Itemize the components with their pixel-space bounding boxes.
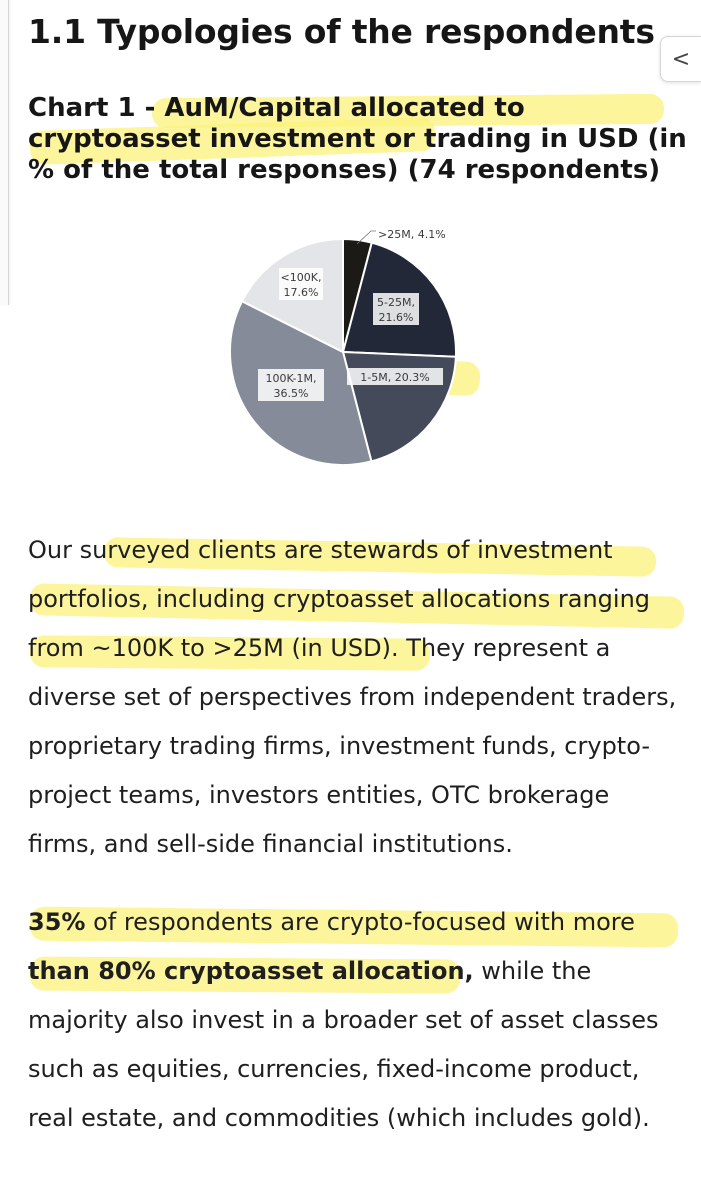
section-title: 1.1 Typologies of the respondents — [28, 12, 655, 51]
pie-label-5-25m-text: 5-25M, — [377, 296, 415, 309]
pie-label-gt25m: >25M, 4.1% — [378, 228, 446, 241]
paragraph-text: of respondents are crypto-focused with more — [85, 908, 635, 936]
pie-label-1-5m — [347, 368, 443, 385]
pie-chart-svg — [0, 0, 701, 480]
pie-label-lt100k-text: <100K, — [280, 271, 322, 284]
pie-label-5-25m-text: 21.6% — [378, 311, 414, 324]
stat-35-percent: 35% — [28, 908, 86, 936]
paragraph-clients: Our surveyed clients are stewards of investment portfolios, including cryptoasset allocations ranging from ~100K to >25M (in USD). They represent a diverse set of perspectives from independent traders, proprietary trading firms, investment funds, crypto-project teams, investors entities, OTC brokerage firms, and sell-side financial institutions. — [28, 536, 677, 858]
pie-label-lt100k-text: 17.6% — [283, 286, 319, 299]
pie-label-100k-1m — [258, 369, 324, 401]
pie-label-100k-1m-text: 100K-1M, — [265, 372, 317, 385]
pie-chart — [0, 0, 701, 480]
paragraph-text: while the majority also invest in a broader set of asset classes such as equities, currencies, fixed-income product, real estate, and commodities (which includes gold). — [28, 957, 659, 1132]
pie-label-lt100k — [279, 268, 323, 300]
pie-label-5-25m — [373, 293, 419, 325]
chart-title: Chart 1 - AuM/Capital allocated to cryptoasset investment or trading in USD (in % of the total responses) (74 respondents) — [28, 93, 687, 185]
pie-label-100k-1m-text: 36.5% — [273, 387, 309, 400]
chevron-left-icon: < — [671, 46, 691, 72]
pie-label-1-5m-text: 1-5M, 20.3% — [360, 371, 430, 384]
stat-80-percent-allocation: than 80% cryptoasset allocation, — [28, 957, 474, 985]
paragraph-crypto-focus — [28, 898, 678, 1143]
